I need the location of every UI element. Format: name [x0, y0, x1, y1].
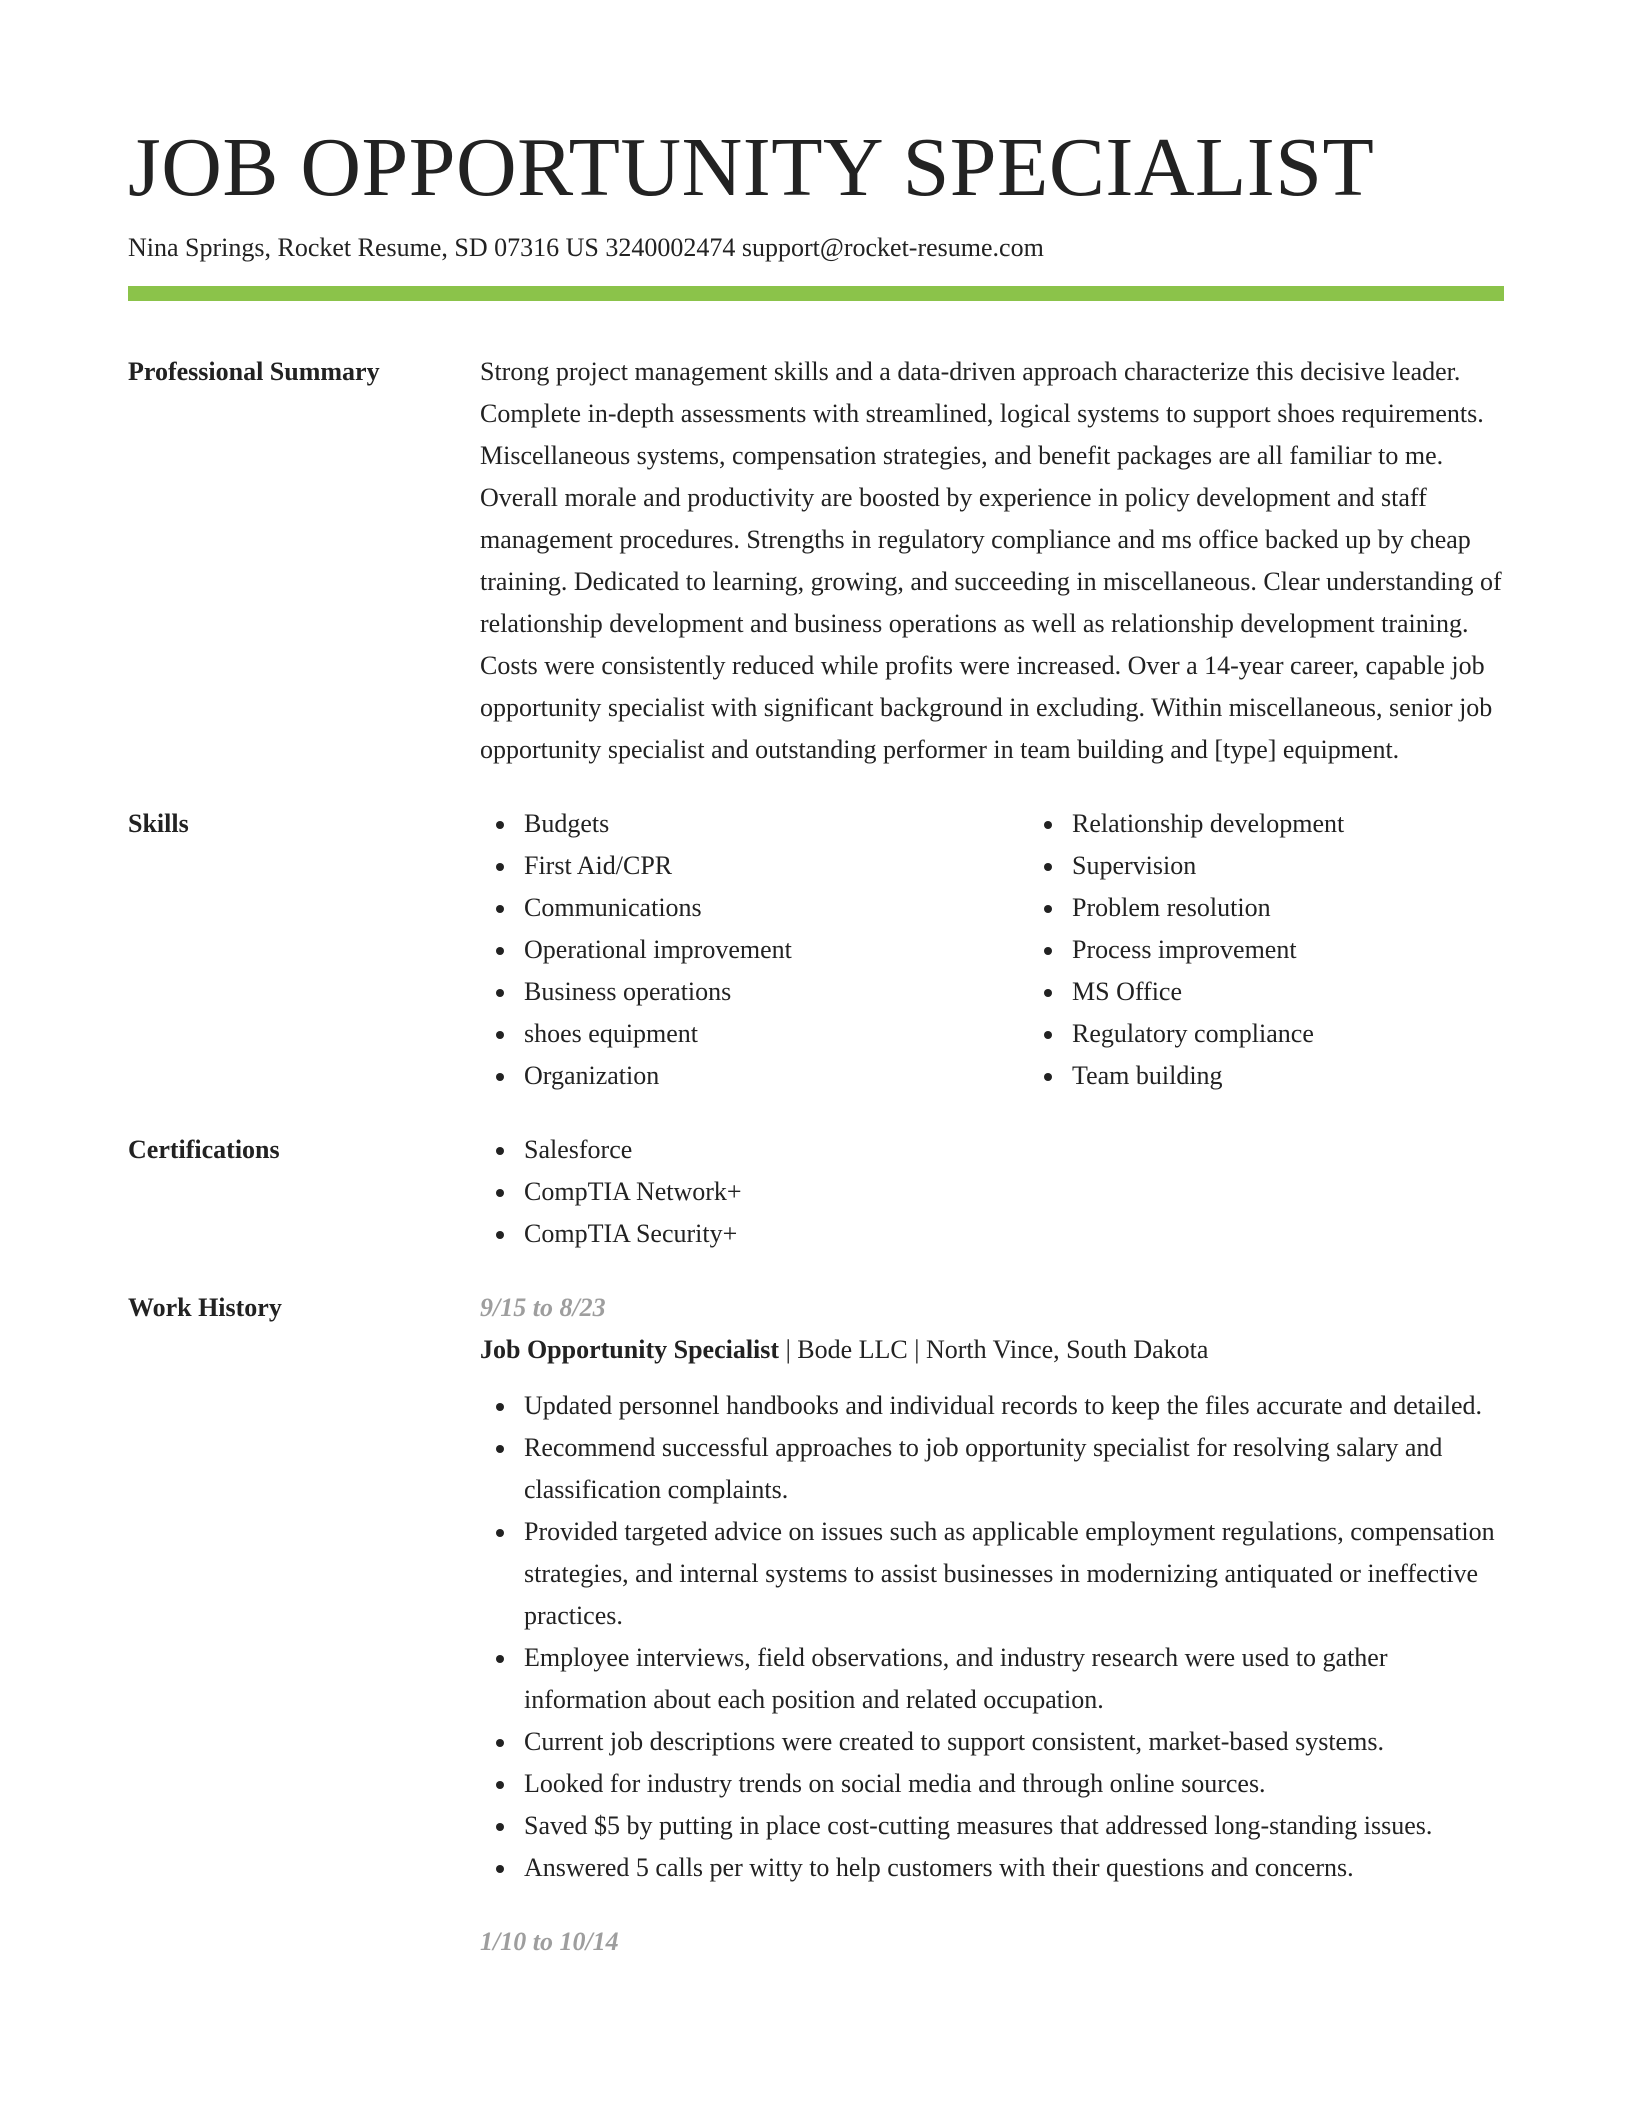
skill-item: Team building [1072, 1055, 1576, 1097]
skill-item: Communications [524, 887, 1028, 929]
job-dates: 9/15 to 8/23 [480, 1293, 606, 1322]
certifications-section [128, 1129, 1504, 1255]
job-duty-item: Saved $5 by putting in place cost-cutting measures that addressed long-standing issues. [524, 1805, 1504, 1847]
certification-item: Salesforce [524, 1129, 1504, 1171]
job-duty-item: Answered 5 calls per witty to help customers with their questions and concerns. [524, 1847, 1504, 1889]
header-divider [128, 286, 1504, 301]
skill-item: Supervision [1072, 845, 1576, 887]
skill-item: Business operations [524, 971, 1028, 1013]
summary-text: Strong project management skills and a data-driven approach characterize this decisive leader. Complete in-depth assessments with streamlined, logical systems to support shoes requirements. Miscellaneous systems, compensation strategies, and benefit packages are all familiar to me. Overall morale and productivity are boosted by experience in policy development and staff management procedures. Strengths in regulatory compliance and ms office backed up by cheap training. Dedicated to learning, growing, and succeeding in miscellaneous. Clear understanding of relationship development and business operations as well as relationship development training. Costs were consistently reduced while profits were increased. Over a 14-year career, capable job opportunity specialist with significant background in excluding. Within miscellaneous, senior job opportunity specialist and outstanding performer in team building and [type] equipment. [480, 357, 1502, 764]
skill-item: Budgets [524, 803, 1028, 845]
job-heading [480, 1329, 1504, 1371]
job-duty-item: Employee interviews, field observations, and industry research were used to gather information about each position and related occupation. [524, 1637, 1504, 1721]
certifications-body [480, 1129, 1504, 1255]
job-duty-item: Current job descriptions were created to support consistent, market-based systems. [524, 1721, 1504, 1763]
certifications-list [480, 1129, 1504, 1255]
skill-item: Problem resolution [1072, 887, 1576, 929]
resume-title: JOB OPPORTUNITY SPECIALIST [128, 121, 1375, 214]
section-label-work-history: Work History [128, 1293, 282, 1322]
skill-item: Relationship development [1072, 803, 1576, 845]
skills-columns [480, 803, 1576, 1097]
skill-item: Organization [524, 1055, 1028, 1097]
skills-section [128, 803, 1504, 1097]
work-history-section [128, 1287, 1504, 1963]
skill-item: Regulatory compliance [1072, 1013, 1576, 1055]
professional-summary-section [128, 351, 1504, 771]
skill-item: Process improvement [1072, 929, 1576, 971]
job-dates: 1/10 to 10/14 [480, 1927, 619, 1956]
job-duty-item: Looked for industry trends on social media and through online sources. [524, 1763, 1504, 1805]
skills-list-left [480, 803, 1028, 1097]
skill-item: Operational improvement [524, 929, 1028, 971]
certification-item: CompTIA Security+ [524, 1213, 1504, 1255]
skills-list-right [1028, 803, 1576, 1097]
contact-info: Nina Springs, Rocket Resume, SD 07316 US 3240002474 support@rocket-resume.com [128, 233, 1044, 262]
section-label-skills: Skills [128, 809, 189, 838]
section-label-certifications: Certifications [128, 1135, 280, 1164]
resume-page [128, 118, 1504, 1963]
skill-item: shoes equipment [524, 1013, 1028, 1055]
skill-item: First Aid/CPR [524, 845, 1028, 887]
job-duties-list [480, 1385, 1504, 1889]
certification-item: CompTIA Network+ [524, 1171, 1504, 1213]
job-title: Job Opportunity Specialist [480, 1335, 780, 1364]
job-duty-item: Provided targeted advice on issues such as applicable employment regulations, compensation strategies, and internal systems to assist businesses in modernizing antiquated or ineffective practices. [524, 1511, 1504, 1637]
work-history-body [480, 1287, 1504, 1963]
skill-item: MS Office [1072, 971, 1576, 1013]
section-label-summary: Professional Summary [128, 357, 380, 386]
job-duty-item: Updated personnel handbooks and individual records to keep the files accurate and detailed. [524, 1385, 1504, 1427]
job-employer-location: | Bode LLC | North Vince, South Dakota [779, 1335, 1209, 1364]
job-duty-item: Recommend successful approaches to job opportunity specialist for resolving salary and classification complaints. [524, 1427, 1504, 1511]
